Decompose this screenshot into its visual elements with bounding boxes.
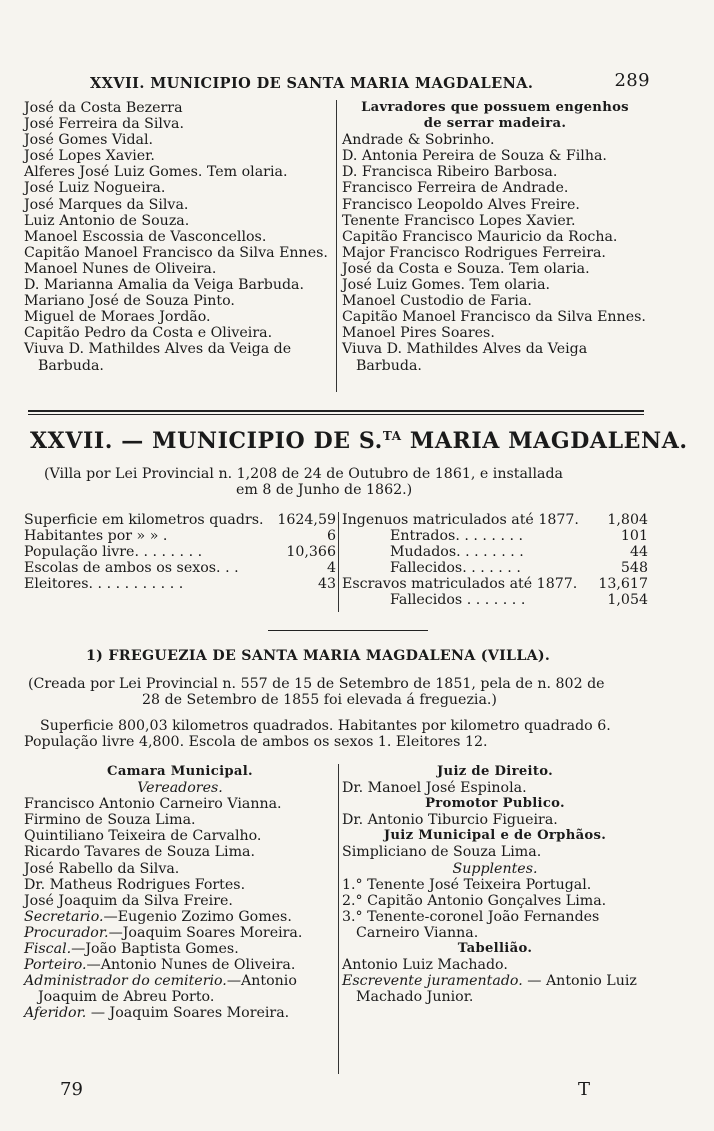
freguezia-created-2: 28 de Setembro de 1855 foi elevada á freguezia.): [142, 692, 497, 708]
stat-row: [24, 544, 336, 560]
vereador-entry: Dr. Matheus Rodrigues Fortes.: [24, 876, 246, 893]
lavrador-entry: Major Francisco Rodrigues Ferreira.: [342, 244, 606, 261]
name-entry: Alferes José Luiz Gomes. Tem olaria.: [24, 164, 288, 181]
vereador-entry: José Joaquim da Silva Freire.: [24, 892, 233, 909]
stat-label: População livre. . . . . . . .: [24, 544, 203, 561]
tabelliao: Antonio Luiz Machado.: [342, 957, 508, 974]
name-entry: Capitão Pedro da Costa e Oliveira.: [24, 325, 273, 342]
officer-entry: [24, 973, 336, 1005]
lavrador-entry: Capitão Francisco Mauricio da Rocha.: [342, 228, 618, 245]
stat-label: Fallecidos . . . . . . .: [390, 592, 526, 609]
officer-role: Administrador do cemiterio.: [24, 973, 227, 990]
stat-label: Habitantes por » » .: [24, 528, 168, 545]
stat-value: 44: [629, 544, 648, 561]
lavrador-entry: Francisco Leopoldo Alves Freire.: [342, 196, 580, 213]
stat-label: Escolas de ambos os sexos. . .: [24, 560, 239, 577]
top-right-column: [342, 100, 648, 374]
section-rule: [268, 630, 428, 631]
officer-name: —Eugenio Zozimo Gomes.: [103, 908, 292, 925]
tabelliao-heading: Tabellião.: [457, 941, 533, 957]
vereador-entry: Ricardo Tavares de Souza Lima.: [24, 844, 256, 861]
lavrador-entry: Capitão Manoel Francisco da Silva Ennes.: [342, 309, 646, 326]
camara-column: [24, 764, 336, 1022]
stat-value: 13,617: [598, 576, 648, 593]
stat-label: Eleitores. . . . . . . . . . .: [24, 576, 184, 593]
stat-value: 4: [326, 560, 336, 577]
supplente-entry: 1.° Tenente José Teixeira Portugal.: [342, 876, 592, 893]
officer-name: —Antonio Joaquim de Abreu Porto.: [38, 973, 297, 1006]
freguezia-title: 1) FREGUEZIA DE SANTA MARIA MAGDALENA (VILLA).: [86, 648, 551, 664]
stat-row: [24, 528, 336, 544]
lavrador-entry: José da Costa e Souza. Tem olaria.: [342, 260, 590, 277]
officer-name: —Joaquim Soares Moreira.: [108, 924, 303, 941]
officer-name: —João Baptista Gomes.: [71, 941, 239, 958]
municipio-title-main: XXVII. — MUNICIPIO DE S.: [30, 428, 383, 454]
stat-row: [342, 544, 648, 560]
camara-heading: Camara Municipal.: [107, 764, 253, 779]
municipio-subtitle-2: em 8 de Junho de 1862.): [236, 482, 413, 498]
escrevente-name: — Antonio Luiz Machado Junior.: [356, 973, 637, 1006]
escrevente: [342, 973, 648, 1005]
lavradores-list: [342, 132, 648, 373]
signature-right: T: [578, 1079, 591, 1100]
stats-right: [342, 512, 648, 609]
lavrador-entry: José Luiz Gomes. Tem olaria.: [342, 277, 551, 294]
freguezia-info-1: Superficie 800,03 kilometros quadrados. Habitantes por kilometro quadrado 6.: [40, 718, 611, 734]
officer-entry: [24, 1005, 336, 1021]
name-entry: Miguel de Moraes Jordão.: [24, 309, 211, 326]
officer-role: Secretario.: [24, 908, 104, 925]
running-title: XXVII. MUNICIPIO DE SANTA MARIA MAGDALENA.: [90, 75, 534, 92]
lavrador-entry: D. Francisca Ribeiro Barbosa.: [342, 164, 558, 181]
stat-value: 6: [326, 528, 336, 545]
stat-label: Escravos matriculados até 1877.: [342, 576, 578, 593]
stat-value: 1,054: [607, 592, 648, 609]
officer-role: Fiscal.: [24, 941, 72, 958]
name-entry: Capitão Manoel Francisco da Silva Ennes.: [24, 244, 328, 261]
municipio-title-end: MARIA MAGDALENA.: [401, 428, 688, 454]
juiz-direito-heading: Juiz de Direito.: [437, 764, 553, 779]
vereador-entry: Francisco Antonio Carneiro Vianna.: [24, 796, 282, 813]
stat-row: [342, 560, 648, 576]
stat-label: Entrados. . . . . . . .: [390, 528, 523, 545]
name-entry: José Marques da Silva.: [24, 196, 189, 213]
supplente-entry: 3.° Tenente-coronel João Fernandes Carneiro Vianna.: [342, 908, 600, 941]
supplentes-heading: Supplentes.: [452, 860, 538, 877]
juiz-direito: Dr. Manoel José Espinola.: [342, 780, 527, 797]
officer-entry: [24, 941, 336, 957]
name-entry: José Lopes Xavier.: [24, 148, 155, 165]
stat-label: Mudados. . . . . . . .: [390, 544, 524, 561]
officer-name: —Antonio Nunes de Oliveira.: [86, 957, 296, 974]
freguezia-info-2: População livre 4,800. Escola de ambos os sexos 1. Eleitores 12.: [24, 734, 488, 750]
municipio-title: [30, 428, 688, 454]
supplentes-list: [342, 877, 648, 941]
name-entry: Mariano José de Souza Pinto.: [24, 293, 235, 310]
officer-role: Aferidor.: [24, 1005, 87, 1022]
lavrador-entry: Andrade & Sobrinho.: [342, 132, 495, 149]
stat-value: 1624,59: [277, 512, 336, 528]
supplente-entry: 2.° Capitão Antonio Gonçalves Lima.: [342, 892, 607, 909]
juiz-municipal-heading: Juiz Municipal e de Orphãos.: [383, 828, 607, 844]
lavrador-entry: Francisco Ferreira de Andrade.: [342, 180, 569, 197]
double-rule-bottom: [28, 414, 644, 415]
double-rule-top: [28, 410, 644, 412]
running-head: [90, 70, 650, 92]
vereador-entry: Firmino de Souza Lima.: [24, 812, 196, 829]
stats-left: [24, 512, 336, 592]
stat-label: Fallecidos. . . . . . .: [390, 560, 521, 577]
name-entry: Luiz Antonio de Souza.: [24, 212, 190, 229]
stat-row: [24, 512, 336, 528]
top-left-column: [24, 100, 336, 374]
officer-entry: [24, 925, 336, 941]
stat-row: [24, 560, 336, 576]
promotor: Dr. Antonio Tiburcio Figueira.: [342, 812, 558, 829]
lavrador-entry: Manoel Pires Soares.: [342, 325, 495, 342]
bottom-divider: [338, 764, 339, 1074]
lavrador-entry: Viuva D. Mathildes Alves da Veiga Barbuda.: [342, 341, 588, 374]
name-entry: José Gomes Vidal.: [24, 132, 154, 149]
municipio-subtitle-1: (Villa por Lei Provincial n. 1,208 de 24 de Outubro de 1861, e installada: [44, 466, 563, 482]
name-entry: José da Costa Bezerra: [24, 100, 183, 116]
officer-entry: [24, 957, 336, 973]
stat-row: [342, 592, 648, 608]
promotor-heading: Promotor Publico.: [425, 796, 565, 812]
vereador-entry: José Rabello da Silva.: [24, 860, 180, 877]
officer-name: — Joaquim Soares Moreira.: [86, 1005, 290, 1022]
name-entry: José Luiz Nogueira.: [24, 180, 166, 197]
stat-value: 10,366: [286, 544, 336, 561]
vereadores-heading: Vereadores.: [137, 780, 223, 797]
lavradores-heading: Lavradores que possuem engenhos de serrar madeira.: [361, 100, 629, 132]
stats-divider: [338, 512, 339, 612]
stat-value: 548: [620, 560, 648, 577]
stat-value: 43: [317, 576, 336, 593]
escrevente-role: Escrevente juramentado.: [342, 973, 523, 990]
name-entry: José Ferreira da Silva.: [24, 116, 184, 133]
name-entry: Manoel Nunes de Oliveira.: [24, 260, 217, 277]
lavrador-entry: Tenente Francisco Lopes Xavier.: [342, 212, 576, 229]
vereadores-list: [24, 796, 336, 909]
officers-list: [24, 909, 336, 1022]
stat-row: [342, 576, 648, 592]
page-number: 289: [614, 70, 650, 91]
freguezia-created-1: (Creada por Lei Provincial n. 557 de 15 de Setembro de 1851, pela de n. 802 de: [28, 676, 605, 692]
juiz-municipal: Simpliciano de Souza Lima.: [342, 844, 542, 861]
signature-left: 79: [60, 1079, 83, 1100]
name-entry: Viuva D. Mathildes Alves da Veiga de Barbuda.: [24, 341, 292, 374]
stat-row: [342, 512, 648, 528]
lavrador-entry: Manoel Custodio de Faria.: [342, 293, 532, 310]
stat-row: [342, 528, 648, 544]
lavrador-entry: D. Antonia Pereira de Souza & Filha.: [342, 148, 607, 165]
stat-row: [24, 576, 336, 592]
stat-label: Ingenuos matriculados até 1877.: [342, 512, 579, 528]
officer-role: Porteiro.: [24, 957, 87, 974]
municipio-title-sup: TA: [382, 429, 402, 443]
stat-value: 1,804: [607, 512, 648, 528]
stat-value: 101: [620, 528, 648, 545]
officer-entry: [24, 909, 336, 925]
justice-column: [342, 764, 648, 1005]
stat-label: Superficie em kilometros quadrs.: [24, 512, 264, 528]
vereador-entry: Quintiliano Teixeira de Carvalho.: [24, 828, 262, 845]
officer-role: Procurador.: [24, 924, 109, 941]
name-entry: Manoel Escossia de Vasconcellos.: [24, 228, 267, 245]
column-divider: [336, 100, 337, 392]
name-entry: D. Marianna Amalia da Veiga Barbuda.: [24, 277, 305, 294]
